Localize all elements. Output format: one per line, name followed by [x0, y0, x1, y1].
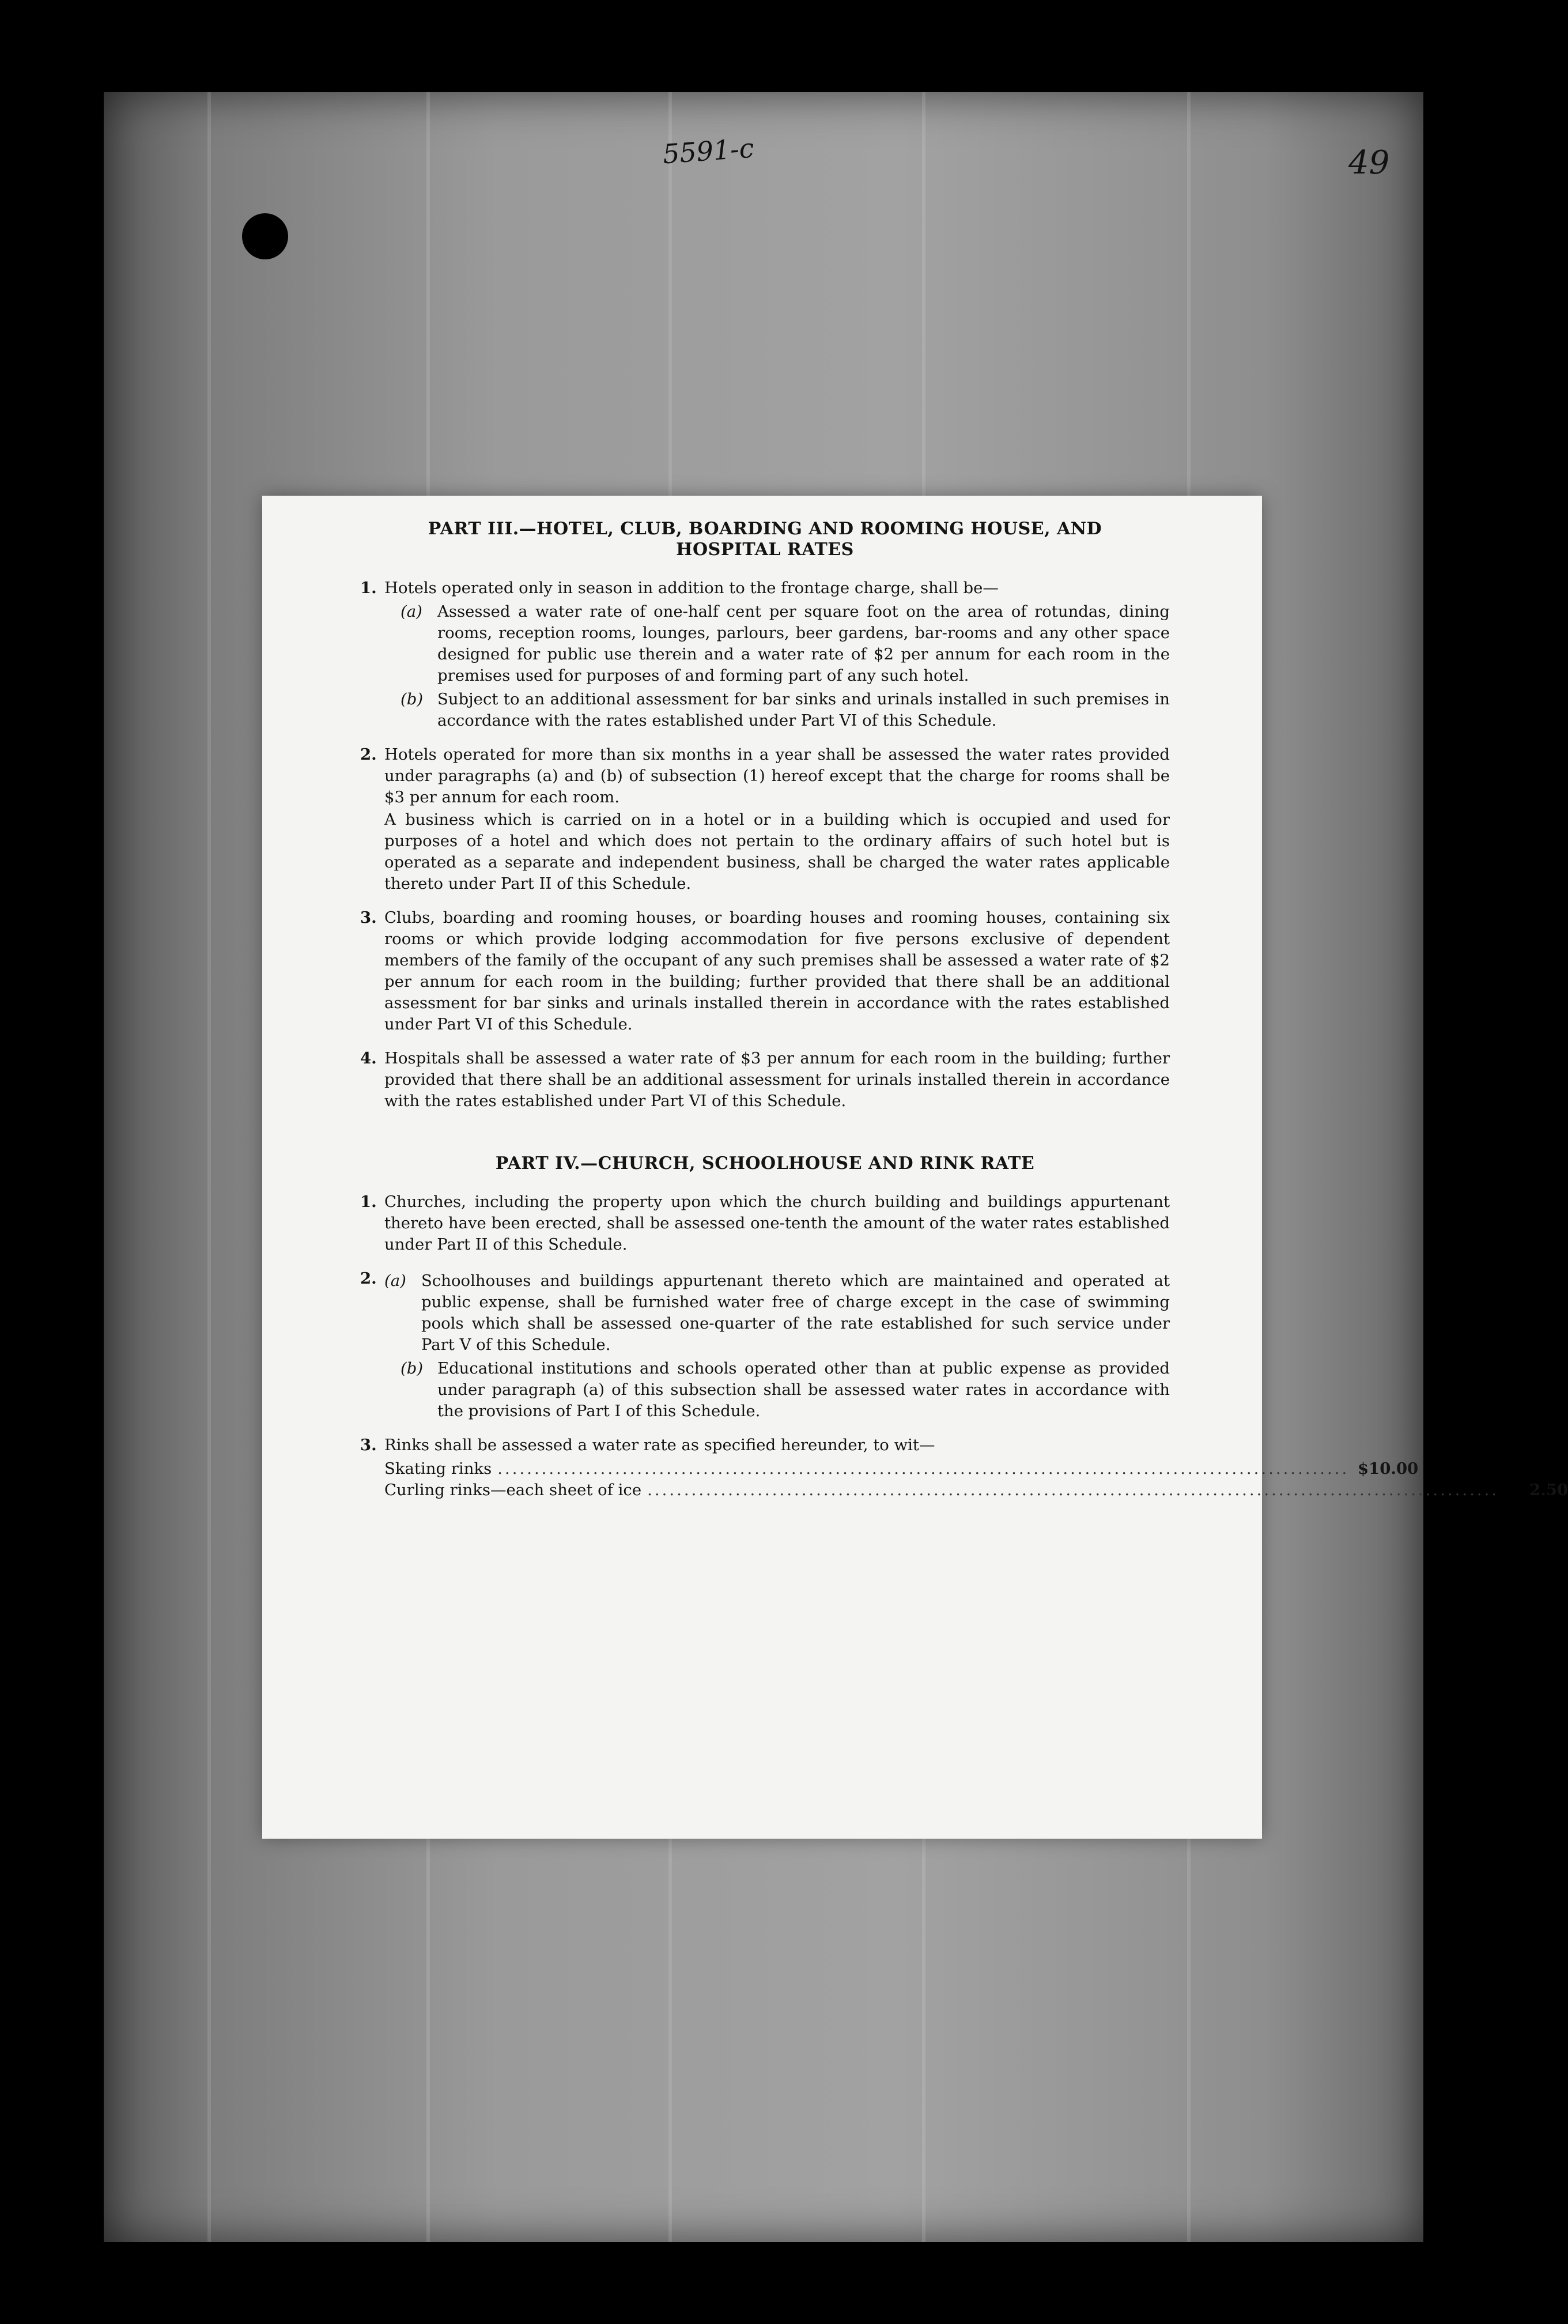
part3-para-2 [360, 744, 1170, 895]
para-lead: Hotels operated only in season in addition to the frontage charge, shall be— [384, 579, 999, 597]
para-text: Clubs, boarding and rooming houses, or boarding houses and rooming houses, containing six rooms or which provide lodging accommodation for five persons exclusive of dependent members of the family of the occupant of any such premises shall be assessed a water rate of $2 per annum for each room in the building; further provided that there shall be an additional assessment for bar sinks and urinals installed therein in accordance with the rates established under Part VI of this Schedule. [384, 908, 1170, 1033]
para-text: Hotels operated for more than six months in a year shall be assessed the water rates provided under paragraphs (a) and (b) of subsection (1) hereof except that the charge for rooms shall be $3 per annum for each room. [384, 745, 1170, 806]
schedule-page [262, 496, 1568, 1839]
subpara-label: (b) [400, 1359, 424, 1378]
subpara-b [400, 689, 1170, 731]
leader-dots: .................................................................................................................... [647, 1481, 1499, 1499]
part3-para-4 [360, 1048, 1170, 1112]
subpara-a [400, 601, 1170, 686]
subpara-label: (a) [384, 1272, 406, 1290]
para-text: Hospitals shall be assessed a water rate of $3 per annum for each room in the building; further provided that there shall be an additional assessment for urinals installed therein in accordance with the rates established under Part VI of this Schedule. [384, 1049, 1170, 1110]
para-number: 3. [360, 908, 377, 927]
subpara-b [400, 1358, 1170, 1422]
part3-para-3 [360, 907, 1170, 1035]
part4-para-1 [360, 1191, 1170, 1255]
rink-name: Curling rinks—each sheet of ice [384, 1481, 642, 1499]
subpara-text: Schoolhouses and buildings appurtenant thereto which are maintained and operated at public expense, shall be furnished water free of charge except in the case of swimming pools which shall be assessed one-quarter of the rate established for such service under Part V of this Schedule. [421, 1272, 1170, 1354]
part3-para-1 [360, 578, 1170, 731]
part4-title: PART IV.—CHURCH, SCHOOLHOUSE AND RINK RATE [495, 1153, 1035, 1174]
subpara-label: (a) [400, 602, 422, 621]
subpara-a [384, 1270, 1170, 1356]
para-text: Churches, including the property upon which the church building and buildings appurtenant thereto have been erected, shall be assessed one-tenth the amount of the water rates established under Part II of this Schedule. [384, 1193, 1170, 1254]
part3-title-line2: HOSPITAL RATES [676, 540, 854, 560]
part3-title-line1: PART III.—HOTEL, CLUB, BOARDING AND ROOMING HOUSE, AND [428, 519, 1102, 539]
subpara-text: Educational institutions and schools operated other than at public expense as provided under paragraph (a) of this subsection shall be assessed water rates in accordance with the provisions of Part I of this Schedule. [437, 1359, 1170, 1420]
handwritten-reference: 5591-c [662, 132, 755, 170]
rink-rate-row [384, 1480, 1568, 1501]
punch-hole [242, 213, 288, 259]
handwritten-page-number: 49 [1348, 144, 1390, 182]
leader-dots: .................................................................................................................... [497, 1459, 1350, 1478]
rink-price: 2.50 [1529, 1481, 1568, 1499]
subpara-text: Subject to an additional assessment for bar sinks and urinals installed in such premises in accordance with the rates established under Part VI of this Schedule. [437, 690, 1170, 730]
para-lead: Rinks shall be assessed a water rate as specified hereunder, to wit— [384, 1436, 935, 1454]
part4-para-3 [360, 1435, 1170, 1456]
para-number: 3. [360, 1436, 377, 1454]
rink-price: $10.00 [1358, 1459, 1419, 1478]
part3-title [360, 519, 1170, 560]
subpara-label: (b) [400, 690, 424, 708]
para-number: 1. [360, 579, 377, 597]
para-number: 1. [360, 1193, 377, 1211]
rink-name: Skating rinks [384, 1459, 492, 1478]
part4-para-2 [360, 1268, 1170, 1422]
rink-rate-row [384, 1458, 1419, 1480]
para-number: 2. [360, 1269, 377, 1288]
para-number: 2. [360, 745, 377, 764]
para-continuation: A business which is carried on in a hotel or in a building which is occupied and used for purposes of a hotel and which does not pertain to the ordinary affairs of such hotel but is operated as a separate and independent business, shall be charged the water rates applicable thereto under Part II of this Schedule. [384, 810, 1170, 893]
para-number: 4. [360, 1049, 377, 1067]
schedule-content [360, 519, 1568, 1501]
subpara-text: Assessed a water rate of one-half cent per square foot on the area of rotundas, dining rooms, reception rooms, lounges, parlours, beer gardens, bar-rooms and any other space designed for public use therein and a water rate of $2 per annum for each room in the premises used for purposes of and forming part of any such hotel. [437, 602, 1170, 685]
